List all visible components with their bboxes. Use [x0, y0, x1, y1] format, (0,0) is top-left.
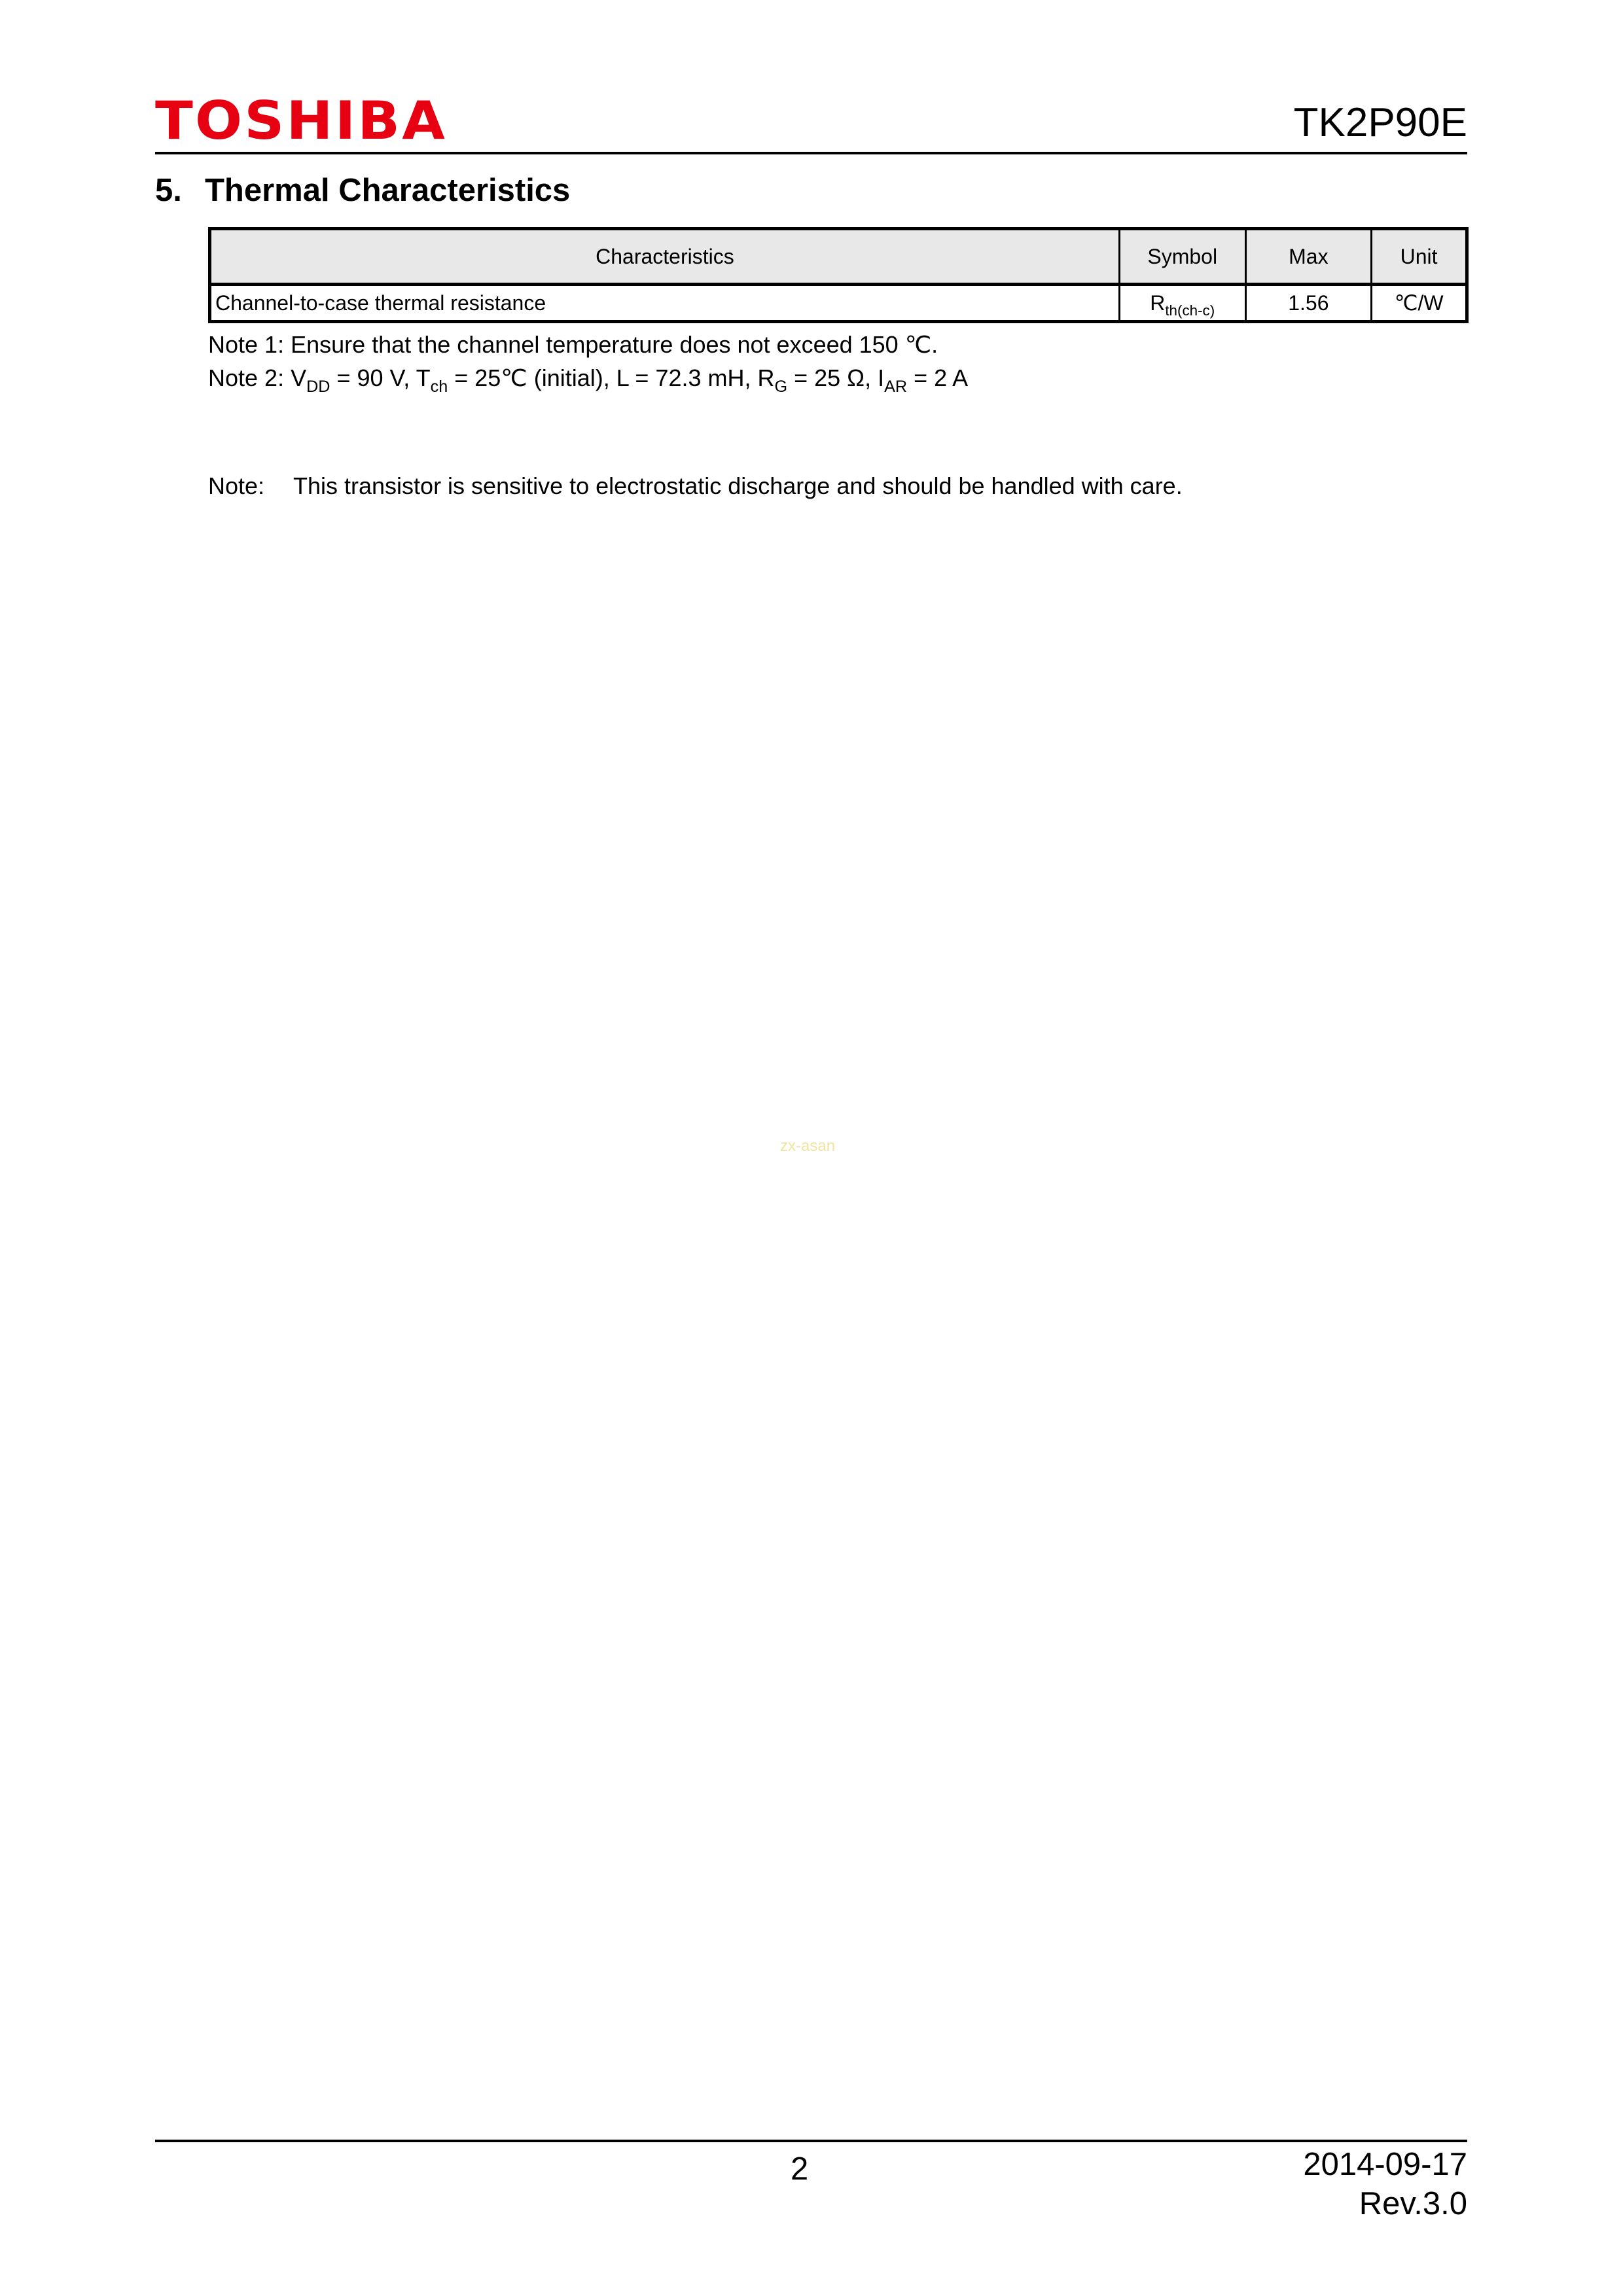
footer-date: 2014-09-17 — [1303, 2147, 1467, 2182]
rg-subscript: G — [774, 377, 788, 396]
note-2 — [208, 362, 968, 395]
note2-part4: = 2 A — [907, 364, 969, 391]
document-id: TK2P90E — [1293, 100, 1467, 145]
thermal-characteristics-table — [208, 227, 1469, 323]
vdd-subscript: DD — [306, 377, 330, 396]
table-header-row — [210, 229, 1467, 285]
toshiba-logo: TOSHIBA — [155, 90, 448, 151]
header-characteristics: Characteristics — [210, 229, 1120, 285]
esd-note-label: Note: — [208, 472, 265, 499]
symbol-subscript: th(ch-c) — [1165, 302, 1215, 319]
cell-unit: ℃/W — [1372, 285, 1467, 322]
esd-note-text: This transistor is sensitive to electrostatic discharge and should be handled with care. — [293, 472, 1183, 499]
cell-max: 1.56 — [1245, 285, 1372, 322]
cell-characteristic: Channel-to-case thermal resistance — [210, 285, 1120, 322]
note2-prefix: Note 2: V — [208, 364, 307, 391]
esd-note — [208, 470, 1183, 503]
watermark: zx-asan — [780, 1137, 836, 1155]
header-unit: Unit — [1372, 229, 1467, 285]
header-divider — [155, 152, 1467, 154]
section-heading — [155, 169, 570, 212]
cell-symbol — [1119, 285, 1245, 322]
iar-subscript: AR — [884, 377, 908, 396]
footer-revision: Rev.3.0 — [1359, 2186, 1467, 2221]
symbol-main: R — [1150, 291, 1166, 315]
header-symbol: Symbol — [1119, 229, 1245, 285]
tch-subscript: ch — [430, 377, 448, 396]
section-title: Thermal Characteristics — [205, 173, 571, 208]
section-number: 5. — [155, 173, 182, 208]
header-max: Max — [1245, 229, 1372, 285]
note-1: Note 1: Ensure that the channel temperature does not exceed 150 ℃. — [208, 331, 938, 358]
page-number: 2 — [791, 2151, 809, 2187]
footer-divider — [155, 2140, 1467, 2142]
note2-part2: = 25℃ (initial), L = 72.3 mH, R — [448, 364, 775, 391]
note2-part3: = 25 Ω, I — [787, 364, 885, 391]
table-row — [210, 285, 1467, 322]
note2-part1: = 90 V, T — [330, 364, 431, 391]
